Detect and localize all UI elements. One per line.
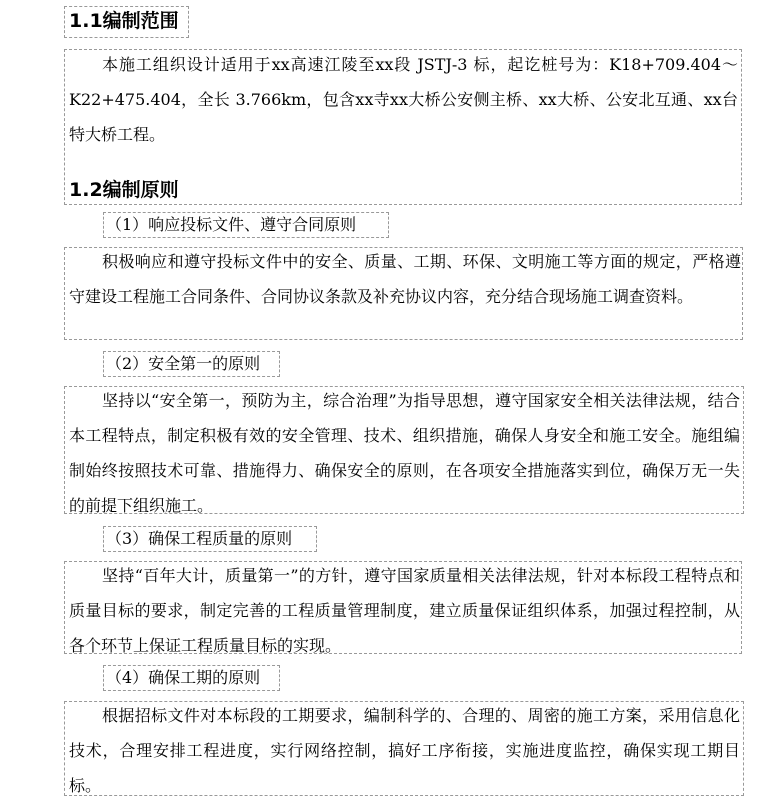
principle-3-label: （3）确保工程质量的原则 bbox=[106, 529, 293, 548]
section-1-2-title: 1.2编制原则 bbox=[69, 179, 179, 201]
principle-1-label: （1）响应投标文件、遵守合同原则 bbox=[106, 215, 357, 234]
principle-4-label: （4）确保工期的原则 bbox=[106, 668, 261, 687]
principle-4-body: 根据招标文件对本标段的工期要求，编制科学的、合理的、周密的施工方案，采用信息化技术，合理安排工程进度，实行网络控制，搞好工序衔接，实施进度监控，确保实现工期目标。 bbox=[69, 706, 740, 795]
section-1-1-title: 1.1编制范围 bbox=[69, 10, 179, 32]
section-1-1-body: 本施工组织设计适用于xx高速江陵至xx段 JSTJ-3 标，起讫桩号为：K18+709.404～K22+475.404，全长 3.766km，包含xx寺xx大桥公安侧主桥、xx大桥、公安北互通、xx台特大桥工程。 bbox=[69, 55, 738, 144]
principle-2-body: 坚持以“安全第一，预防为主，综合治理”为指导思想，遵守国家安全相关法律法规，结合本工程特点，制定积极有效的安全管理、技术、组织措施，确保人身安全和施工安全。施组编制始终按照技术可靠、措施得力、确保安全的原则，在各项安全措施落实到位，确保万无一失的前提下组织施工。 bbox=[69, 391, 740, 515]
principle-3-body: 坚持“百年大计，质量第一”的方针，遵守国家质量相关法律法规，针对本标段工程特点和质量目标的要求，制定完善的工程质量管理制度，建立质量保证组织体系，加强过程控制，从各个环节上保证工程质量目标的实现。 bbox=[69, 566, 740, 655]
principle-2-label: （2）安全第一的原则 bbox=[106, 354, 261, 373]
principle-1-body: 积极响应和遵守投标文件中的安全、质量、工期、环保、文明施工等方面的规定，严格遵守建设工程施工合同条件、合同协议条款及补充协议内容，充分结合现场施工调查资料。 bbox=[69, 252, 741, 306]
